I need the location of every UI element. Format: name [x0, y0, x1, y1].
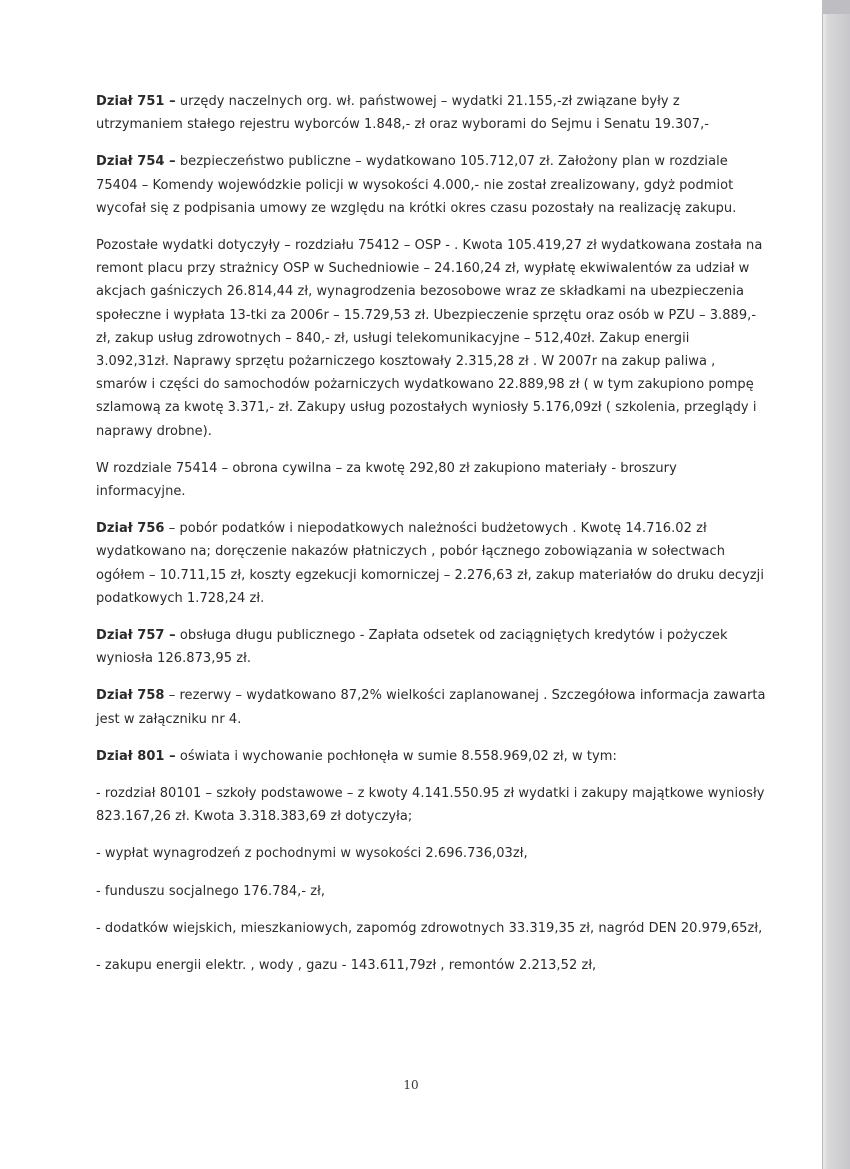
paragraph-dzial-801	[96, 745, 766, 768]
paragraph-text: – pobór podatków i niepodatkowych należności budżetowych . Kwotę 14.716.02 zł wydatkowano na; doręczenie nakazów płatniczych , pobór łącznego zobowiązania w sołectwach ogółem – 10.711,15 zł, koszty egzekucji komorniczej – 2.276,63 zł, zakup materiałów do druku decyzji podatkowych 1.728,24 zł.	[96, 521, 765, 606]
paragraph-text: bezpieczeństwo publiczne – wydatkowano 105.712,07 zł. Założony plan w rozdziale 75404 – Komendy wojewódzkie policji w wysokości 4.000,- nie został zrealizowany, gdyż podmiot wycofał się z podpisania umowy ze względu na krótki okres czasu pozostały na realizację zakupu.	[96, 154, 737, 216]
paragraph-text: urzędy naczelnych org. wł. państwowej – wydatki 21.155,-zł związane były z utrzymaniem stałego rejestru wyborców 1.848,- zł oraz wyborami do Sejmu i Senatu 19.307,-	[96, 94, 710, 133]
paragraph-text: – rezerwy – wydatkowano 87,2% wielkości zaplanowanej . Szczegółowa informacja zawarta jest w załączniku nr 4.	[96, 688, 766, 727]
paragraph-text: Pozostałe wydatki dotyczyły – rozdziału 75412 – OSP - . Kwota 105.419,27 zł wydatkowana została na remont placu przy strażnicy OSP w Suchedniowie – 24.160,24 zł, wypłatę ekwiwalentów za udział w akcjach gaśniczych 26.814,44 zł, wynagrodzenia bezosobowe wraz ze składkami na ubezpieczenia społeczne i wypłata 13-tki za 2006r – 15.729,53 zł. Ubezpieczenie sprzętu oraz osób w PZU – 3.889,- zł, zakup usług zdrowotnych – 840,- zł, usługi telekomunikacyjne – 512,40zł. Zakup energii 3.092,31zł. Naprawy sprzętu pożarniczego kosztowały 2.315,28 zł . W 2007r na zakup paliwa , smarów i części do samochodów pożarniczych wydatkowano 22.889,98 zł ( w tym zakupiono pompę szlamową za kwotę 3.371,- zł. Zakupy usług pozostałych wyniosły 5.176,09zł ( szkolenia, przeglądy i naprawy drobne).	[96, 238, 763, 439]
paragraph-text: oświata i wychowanie pochłonęła w sumie 8.558.969,02 zł, w tym:	[175, 748, 617, 764]
scan-corner	[822, 0, 850, 14]
paragraph-text: - zakupu energii elektr. , wody , gazu - 143.611,79zł , remontów 2.213,52 zł,	[96, 958, 597, 974]
list-item-wynagrodzenia	[96, 842, 766, 865]
section-lead: Dział 756	[96, 521, 165, 537]
paragraph-text: obsługa długu publicznego - Zapłata odsetek od zaciągniętych kredytów i pożyczek wyniosła 126.873,95 zł.	[96, 628, 728, 667]
paragraph-rozdzial-80101	[96, 782, 766, 828]
paragraph-dzial-751	[96, 90, 766, 136]
section-lead: Dział 751 –	[96, 94, 176, 109]
paragraph-text: - funduszu socjalnego 176.784,- zł,	[96, 883, 326, 899]
paragraph-osp	[96, 234, 766, 443]
section-lead: Dział 757 –	[96, 628, 176, 644]
list-item-energia	[96, 954, 766, 977]
paragraph-dzial-757	[96, 624, 766, 670]
scan-edge	[822, 0, 850, 1169]
paragraph-dzial-756	[96, 517, 766, 610]
paragraph-text: - rozdział 80101 – szkoły podstawowe – z kwoty 4.141.550.95 zł wydatki i zakupy majątkowe wyniosły 823.167,26 zł. Kwota 3.318.383,69 zł dotyczyła;	[96, 786, 765, 825]
paragraph-dzial-758	[96, 684, 766, 730]
section-lead: Dział 754 –	[96, 154, 176, 170]
list-item-fundusz-socjalny	[96, 880, 766, 903]
section-lead: Dział 801 –	[96, 748, 176, 764]
paragraph-text: - wypłat wynagrodzeń z pochodnymi w wysokości 2.696.736,03zł,	[96, 846, 528, 862]
paragraph-dzial-754	[96, 150, 766, 220]
list-item-dodatki	[96, 917, 766, 940]
paragraph-obrona-cywilna	[96, 457, 766, 503]
paragraph-text: - dodatków wiejskich, mieszkaniowych, zapomóg zdrowotnych 33.319,35 zł, nagród DEN 20.979,65zł,	[96, 920, 763, 936]
scan-edge-line	[822, 0, 823, 1169]
section-lead: Dział 758	[96, 688, 165, 704]
page-number: 10	[403, 1078, 419, 1092]
document-body	[96, 90, 766, 991]
paragraph-text: W rozdziale 75414 – obrona cywilna – za kwotę 292,80 zł zakupiono materiały - broszury informacyjne.	[96, 460, 677, 500]
